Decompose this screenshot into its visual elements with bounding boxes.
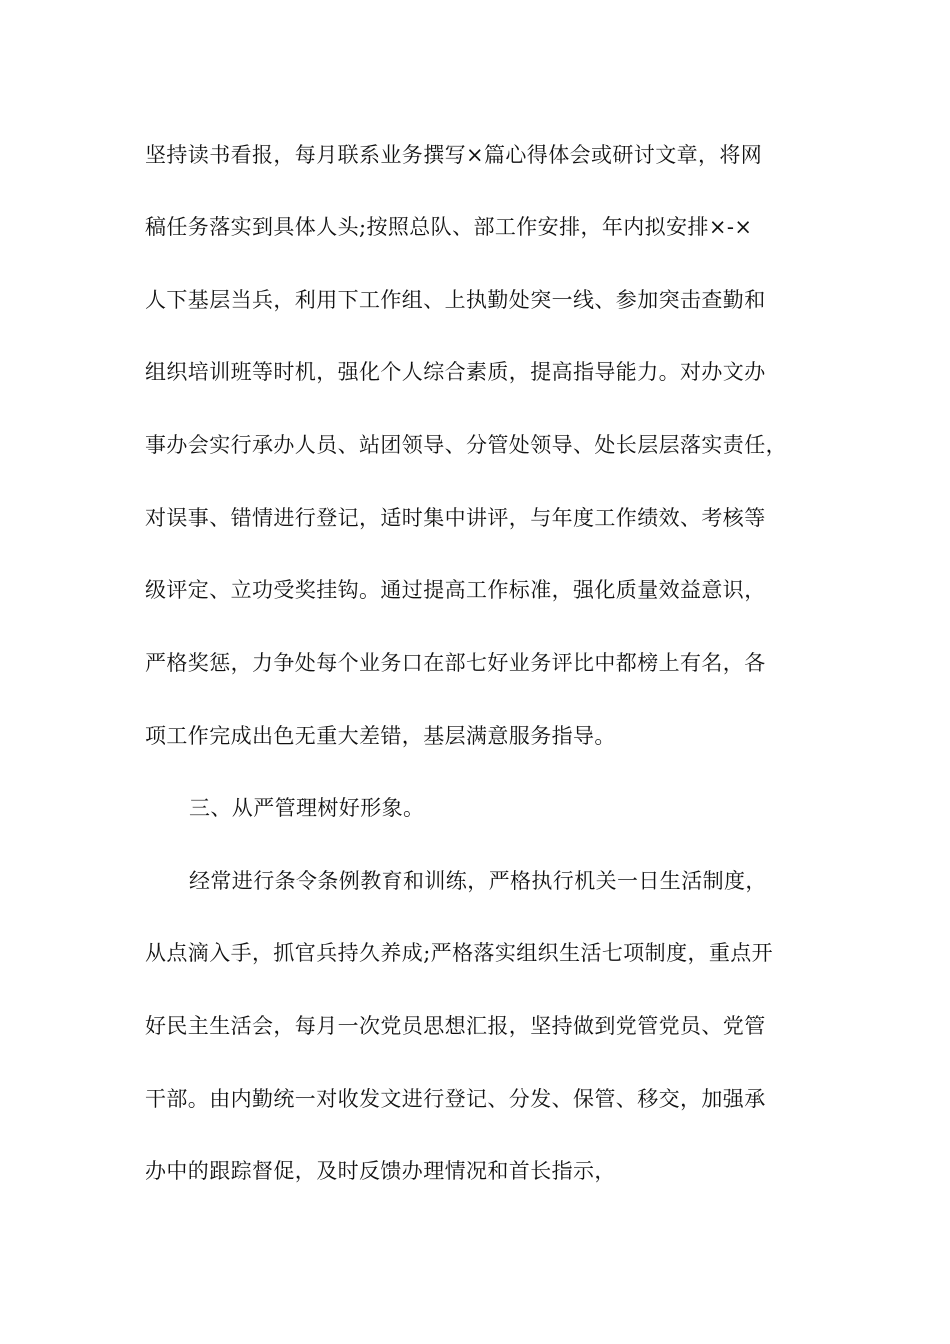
paragraph-line: 项工作完成出色无重大差错，基层满意服务指导。 [145, 724, 616, 748]
paragraph-line: 级评定、立功受奖挂钩。通过提高工作标准，强化质量效益意识， [145, 578, 766, 602]
paragraph-line: 干部。由内勤统一对收发文进行登记、分发、保管、移交，加强承 [145, 1087, 766, 1111]
paragraph-line: 办中的跟踪督促，及时反馈办理情况和首长指示， [145, 1159, 616, 1183]
paragraph-line: 严格奖惩，力争处每个业务口在部七好业务评比中都榜上有名，各 [145, 651, 766, 675]
paragraph-line: 经常进行条令条例教育和训练，严格执行机关一日生活制度， [189, 869, 767, 893]
paragraph-line: 对误事、错情进行登记，适时集中讲评，与年度工作绩效、考核等 [145, 506, 766, 530]
paragraph-line: 稿任务落实到具体人头;按照总队、部工作安排，年内拟安排×-× [145, 215, 753, 239]
section-heading: 三、从严管理树好形象。 [189, 796, 425, 820]
paragraph-line: 坚持读书看报，每月联系业务撰写×篇心得体会或研讨文章，将网 [145, 143, 763, 167]
paragraph-line: 人下基层当兵，利用下工作组、上执勤处突一线、参加突击查勤和 [145, 288, 766, 312]
paragraph-line: 组织培训班等时机，强化个人综合素质，提高指导能力。对办文办 [145, 360, 766, 384]
paragraph-line: 事办会实行承办人员、站团领导、分管处领导、处长层层落实责任， [145, 433, 787, 457]
paragraph-line: 好民主生活会，每月一次党员思想汇报，坚持做到党管党员、党管 [145, 1014, 766, 1038]
paragraph-line: 从点滴入手，抓官兵持久养成;严格落实组织生活七项制度，重点开 [145, 941, 774, 965]
